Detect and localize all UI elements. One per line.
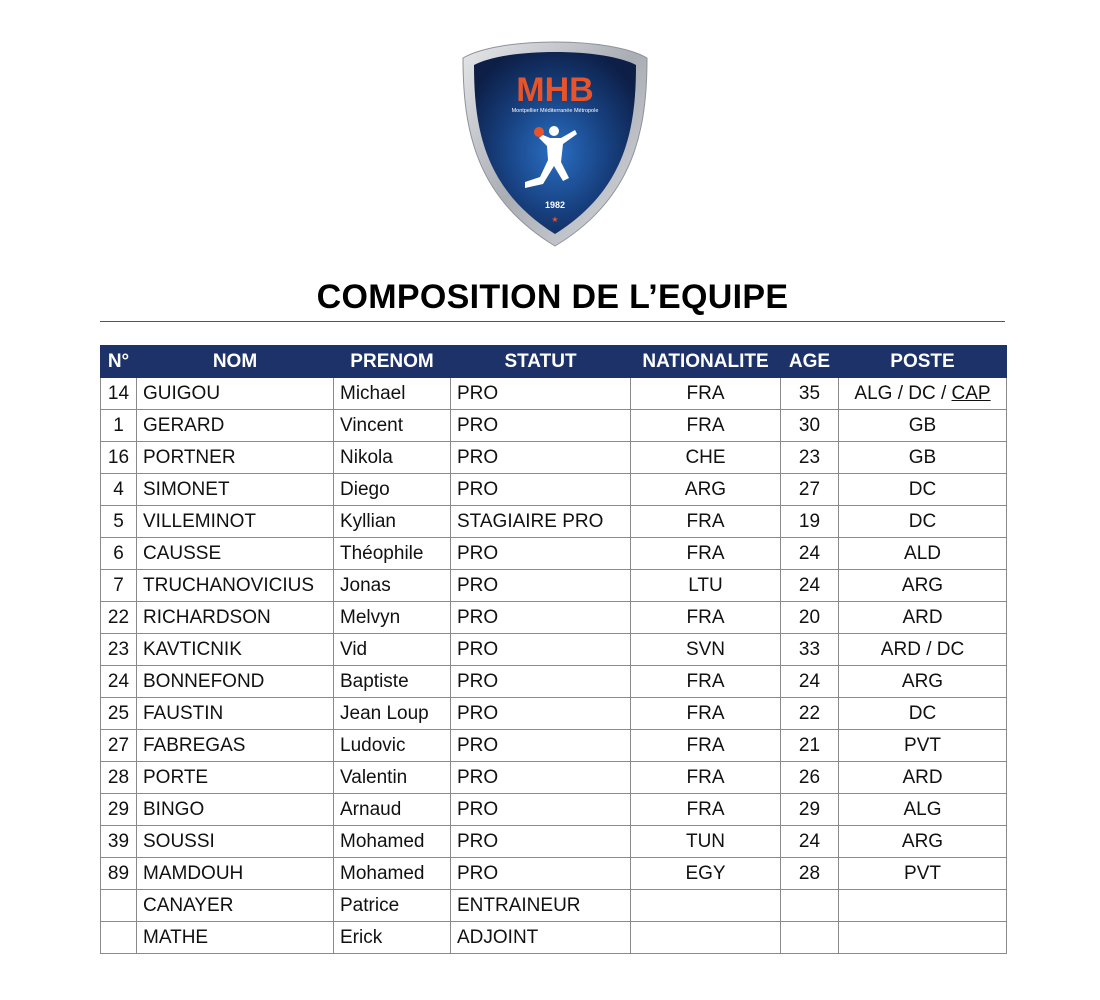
cell-nationalite: ARG	[631, 474, 781, 506]
header-statut: STATUT	[451, 346, 631, 378]
logo-year: 1982	[544, 200, 566, 210]
cell-age: 19	[781, 506, 839, 538]
cell-prenom: Arnaud	[334, 794, 451, 826]
cell-nom: BINGO	[137, 794, 334, 826]
cell-num: 25	[101, 698, 137, 730]
cell-num: 27	[101, 730, 137, 762]
cell-age: 22	[781, 698, 839, 730]
cell-age: 35	[781, 378, 839, 410]
cell-statut: PRO	[451, 442, 631, 474]
cell-age: 20	[781, 602, 839, 634]
cell-prenom: Théophile	[334, 538, 451, 570]
cell-nationalite: FRA	[631, 698, 781, 730]
cell-poste	[839, 378, 1007, 410]
cell-num: 14	[101, 378, 137, 410]
cell-poste: GB	[839, 442, 1007, 474]
table-row	[101, 762, 1007, 794]
star-icon: ★	[551, 215, 559, 224]
table-row	[101, 474, 1007, 506]
table-row	[101, 858, 1007, 890]
cell-prenom: Nikola	[334, 442, 451, 474]
cell-nationalite: FRA	[631, 378, 781, 410]
table-row	[101, 410, 1007, 442]
cell-nationalite: FRA	[631, 506, 781, 538]
cell-poste: ARD	[839, 762, 1007, 794]
cell-statut: PRO	[451, 762, 631, 794]
cell-nationalite	[631, 890, 781, 922]
cell-statut: PRO	[451, 602, 631, 634]
cell-statut: PRO	[451, 794, 631, 826]
cell-age: 28	[781, 858, 839, 890]
cell-prenom: Diego	[334, 474, 451, 506]
table-row	[101, 442, 1007, 474]
cell-nom: FABREGAS	[137, 730, 334, 762]
header-nationalite: NATIONALITE	[631, 346, 781, 378]
cell-num: 29	[101, 794, 137, 826]
cell-nationalite: FRA	[631, 538, 781, 570]
header-poste: POSTE	[839, 346, 1007, 378]
cell-nom: SIMONET	[137, 474, 334, 506]
cell-prenom: Erick	[334, 922, 451, 954]
header-age: AGE	[781, 346, 839, 378]
table-row	[101, 922, 1007, 954]
cell-nationalite: FRA	[631, 730, 781, 762]
cell-num: 23	[101, 634, 137, 666]
cell-poste	[839, 890, 1007, 922]
cell-age: 29	[781, 794, 839, 826]
cell-nom: CANAYER	[137, 890, 334, 922]
cell-poste: ARG	[839, 826, 1007, 858]
cell-nationalite: FRA	[631, 666, 781, 698]
cell-nom: MAMDOUH	[137, 858, 334, 890]
cell-nationalite: FRA	[631, 762, 781, 794]
cell-nom: PORTNER	[137, 442, 334, 474]
cell-num: 22	[101, 602, 137, 634]
cell-num: 28	[101, 762, 137, 794]
cell-nationalite	[631, 922, 781, 954]
cell-statut: PRO	[451, 474, 631, 506]
cell-prenom: Mohamed	[334, 826, 451, 858]
cell-poste: PVT	[839, 858, 1007, 890]
cell-nationalite: FRA	[631, 602, 781, 634]
cell-poste: ALD	[839, 538, 1007, 570]
table-row	[101, 730, 1007, 762]
cell-nationalite: FRA	[631, 794, 781, 826]
table-row	[101, 602, 1007, 634]
cell-nom: GERARD	[137, 410, 334, 442]
cell-num: 5	[101, 506, 137, 538]
cell-age	[781, 922, 839, 954]
cell-poste: ARG	[839, 570, 1007, 602]
cell-num: 24	[101, 666, 137, 698]
cell-nationalite: CHE	[631, 442, 781, 474]
cell-num: 6	[101, 538, 137, 570]
cell-poste: PVT	[839, 730, 1007, 762]
cell-nationalite: LTU	[631, 570, 781, 602]
table-row	[101, 890, 1007, 922]
cell-age: 21	[781, 730, 839, 762]
cell-prenom: Michael	[334, 378, 451, 410]
cell-nationalite: TUN	[631, 826, 781, 858]
cell-statut: STAGIAIRE PRO	[451, 506, 631, 538]
cell-nom: VILLEMINOT	[137, 506, 334, 538]
logo-subtitle: Montpellier Méditerranée Métropole	[511, 108, 599, 114]
table-row	[101, 826, 1007, 858]
cell-nom: CAUSSE	[137, 538, 334, 570]
cell-nom: PORTE	[137, 762, 334, 794]
cell-statut: PRO	[451, 570, 631, 602]
cell-age: 24	[781, 826, 839, 858]
cell-nom: FAUSTIN	[137, 698, 334, 730]
cell-age: 24	[781, 538, 839, 570]
cell-prenom: Vincent	[334, 410, 451, 442]
cell-poste: GB	[839, 410, 1007, 442]
cell-statut: PRO	[451, 698, 631, 730]
cell-num: 1	[101, 410, 137, 442]
captain-mark: CAP	[951, 382, 991, 404]
cell-age: 27	[781, 474, 839, 506]
table-row	[101, 794, 1007, 826]
cell-prenom: Mohamed	[334, 858, 451, 890]
cell-statut: PRO	[451, 666, 631, 698]
table-row	[101, 634, 1007, 666]
cell-age: 23	[781, 442, 839, 474]
cell-statut: PRO	[451, 378, 631, 410]
table-row	[101, 378, 1007, 410]
cell-prenom: Valentin	[334, 762, 451, 794]
page-title: COMPOSITION DE L’EQUIPE	[316, 278, 789, 316]
header-nom: NOM	[137, 346, 334, 378]
cell-num: 16	[101, 442, 137, 474]
cell-prenom: Patrice	[334, 890, 451, 922]
logo-letters: MHB	[516, 71, 594, 109]
cell-nationalite: SVN	[631, 634, 781, 666]
cell-nom: MATHE	[137, 922, 334, 954]
cell-num	[101, 922, 137, 954]
cell-poste	[839, 922, 1007, 954]
cell-prenom: Baptiste	[334, 666, 451, 698]
cell-prenom: Jonas	[334, 570, 451, 602]
cell-nom: KAVTICNIK	[137, 634, 334, 666]
cell-poste: DC	[839, 474, 1007, 506]
cell-nationalite: FRA	[631, 410, 781, 442]
cell-num	[101, 890, 137, 922]
table-row	[101, 506, 1007, 538]
cell-num: 39	[101, 826, 137, 858]
table-row	[101, 698, 1007, 730]
header-num: N°	[101, 346, 137, 378]
table-row	[101, 570, 1007, 602]
cell-statut: ENTRAINEUR	[451, 890, 631, 922]
table-header-row	[101, 346, 1007, 378]
cell-statut: PRO	[451, 730, 631, 762]
cell-age: 26	[781, 762, 839, 794]
cell-nom: GUIGOU	[137, 378, 334, 410]
cell-age	[781, 890, 839, 922]
cell-statut: PRO	[451, 634, 631, 666]
cell-poste: ARD / DC	[839, 634, 1007, 666]
header-prenom: PRENOM	[334, 346, 451, 378]
cell-nationalite: EGY	[631, 858, 781, 890]
cell-prenom: Ludovic	[334, 730, 451, 762]
poste-text: ALG / DC /	[854, 382, 952, 404]
cell-poste: ARG	[839, 666, 1007, 698]
cell-statut: PRO	[451, 858, 631, 890]
cell-statut: PRO	[451, 538, 631, 570]
club-logo	[455, 38, 655, 250]
cell-num: 4	[101, 474, 137, 506]
cell-age: 24	[781, 570, 839, 602]
cell-nom: RICHARDSON	[137, 602, 334, 634]
cell-poste: ARD	[839, 602, 1007, 634]
cell-prenom: Melvyn	[334, 602, 451, 634]
cell-prenom: Jean Loup	[334, 698, 451, 730]
cell-age: 30	[781, 410, 839, 442]
cell-prenom: Vid	[334, 634, 451, 666]
cell-nom: SOUSSI	[137, 826, 334, 858]
cell-age: 33	[781, 634, 839, 666]
cell-nom: TRUCHANOVICIUS	[137, 570, 334, 602]
cell-statut: PRO	[451, 410, 631, 442]
roster-table	[100, 345, 1007, 954]
table-row	[101, 666, 1007, 698]
cell-nom: BONNEFOND	[137, 666, 334, 698]
title-divider	[100, 321, 1005, 322]
cell-num: 89	[101, 858, 137, 890]
cell-poste: DC	[839, 698, 1007, 730]
cell-poste: DC	[839, 506, 1007, 538]
cell-statut: ADJOINT	[451, 922, 631, 954]
cell-prenom: Kyllian	[334, 506, 451, 538]
table-row	[101, 538, 1007, 570]
cell-num: 7	[101, 570, 137, 602]
cell-statut: PRO	[451, 826, 631, 858]
cell-poste: ALG	[839, 794, 1007, 826]
cell-age: 24	[781, 666, 839, 698]
